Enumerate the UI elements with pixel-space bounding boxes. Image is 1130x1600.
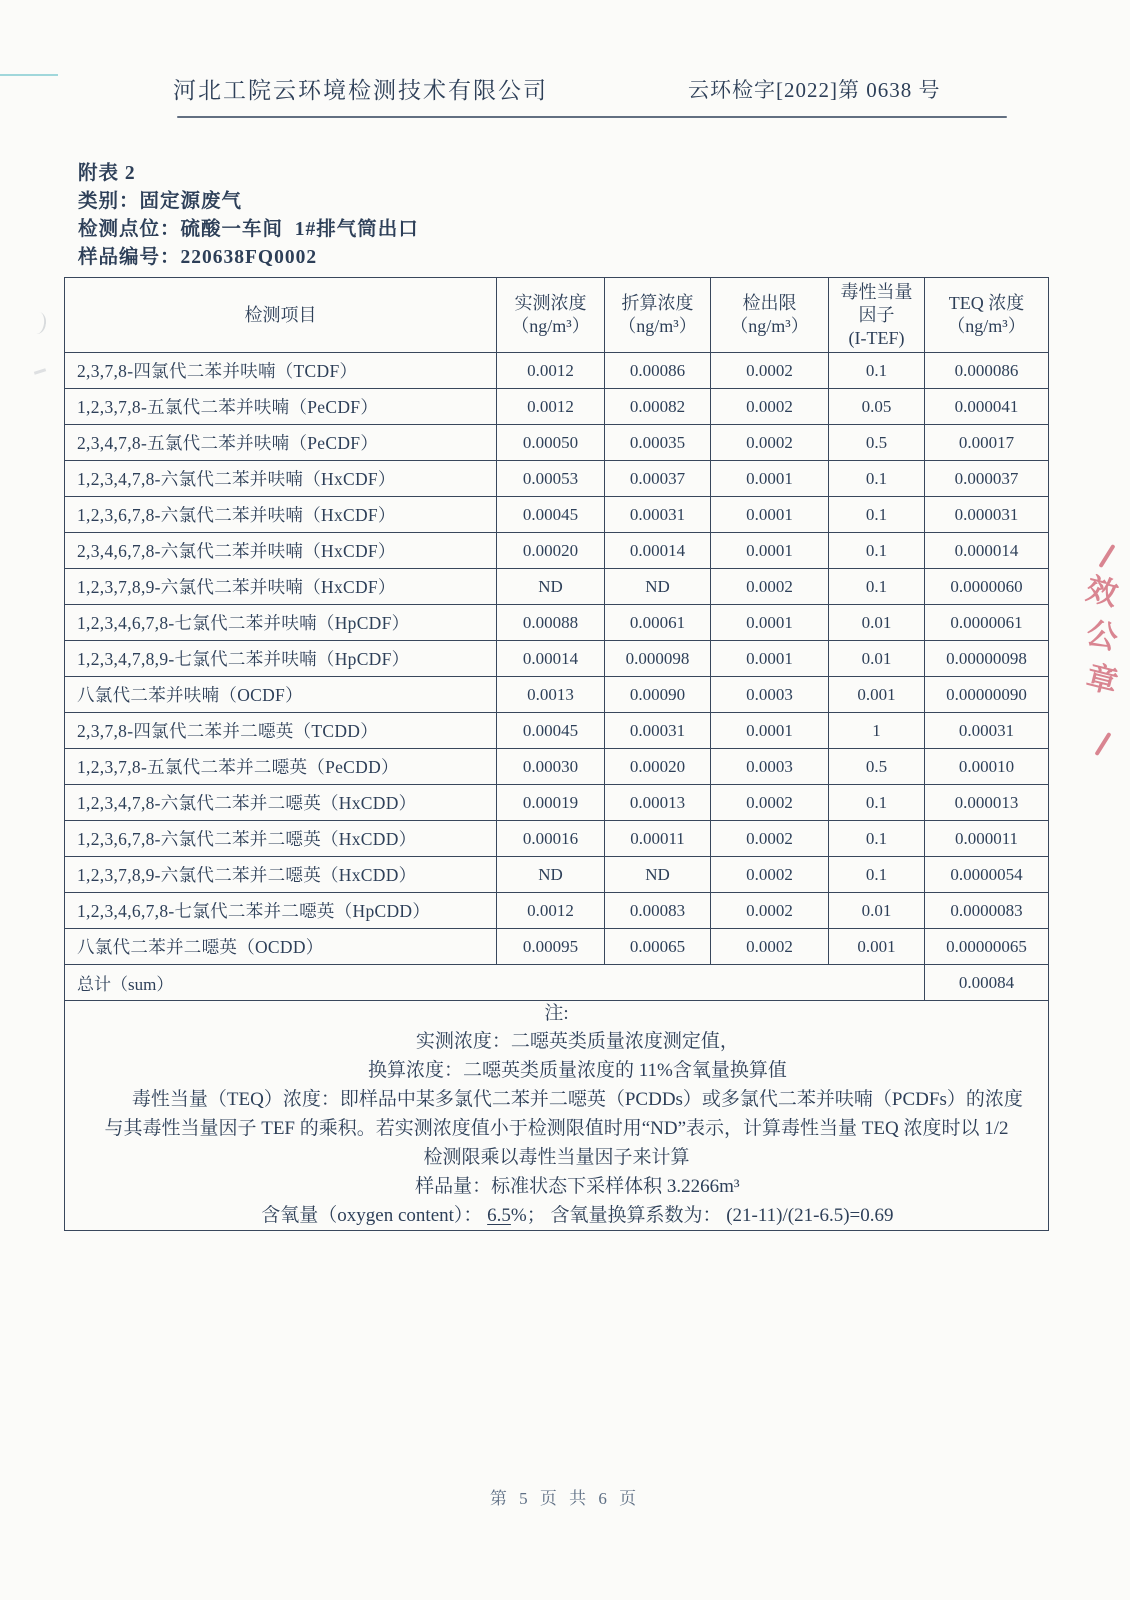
table-row (65, 533, 1049, 569)
col-header-itef: 毒性当量 因子 (I-TEF) (829, 278, 925, 353)
red-paging-stamp (1072, 548, 1130, 748)
col-header-detection-limit: 检出限 （ng/m³） (711, 278, 829, 353)
item-name-cell: 八氯代二苯并二噁英（OCDD） (65, 929, 497, 965)
col-header-teq: TEQ 浓度 （ng/m³） (925, 278, 1049, 353)
value-cell: ND (605, 857, 711, 893)
value-cell: 0.001 (829, 677, 925, 713)
value-cell: 0.0002 (711, 929, 829, 965)
stamp-char: 公 (1082, 614, 1122, 657)
header-divider (177, 116, 1007, 118)
value-cell: 0.00014 (605, 533, 711, 569)
value-cell: 0.1 (829, 353, 925, 389)
value-cell: 0.0001 (711, 461, 829, 497)
value-cell: 0.0003 (711, 677, 829, 713)
value-cell: 0.00020 (497, 533, 605, 569)
value-cell: 0.0012 (497, 353, 605, 389)
value-cell: 0.0000054 (925, 857, 1049, 893)
value-cell: 0.00000065 (925, 929, 1049, 965)
col-header-item: 检测项目 (65, 278, 497, 353)
value-cell: 0.00014 (497, 641, 605, 677)
item-name-cell: 1,2,3,4,7,8-六氯代二苯并二噁英（HxCDD） (65, 785, 497, 821)
value-cell: 0.01 (829, 893, 925, 929)
page-number: 第 5 页 共 6 页 (489, 1489, 641, 1508)
stamp-characters (1080, 570, 1124, 702)
value-cell: 0.00082 (605, 389, 711, 425)
appendix-title: 附表 2 (78, 163, 136, 184)
oxygen-content-line (69, 1201, 1044, 1230)
value-cell: 0.0002 (711, 893, 829, 929)
scan-artifact (34, 368, 46, 375)
value-cell: 0.000013 (925, 785, 1049, 821)
item-name-cell: 八氯代二苯并呋喃（OCDF） (65, 677, 497, 713)
item-name-cell: 1,2,3,7,8,9-六氯代二苯并呋喃（HxCDF） (65, 569, 497, 605)
category-line: 类别：固定源废气 (78, 191, 243, 212)
value-cell: 0.1 (829, 857, 925, 893)
item-name-cell: 1,2,3,7,8-五氯代二苯并呋喃（PeCDF） (65, 389, 497, 425)
page-header (0, 72, 1130, 106)
value-cell: 0.0001 (711, 713, 829, 749)
sample-id-line: 样品编号：220638FQ0002 (78, 247, 318, 268)
item-name-cell: 2,3,7,8-四氯代二苯并二噁英（TCDD） (65, 713, 497, 749)
value-cell: 0.00031 (605, 713, 711, 749)
value-cell: 0.00031 (925, 713, 1049, 749)
col-header-converted: 折算浓度 （ng/m³） (605, 278, 711, 353)
document-number: 云环检字[2022]第 0638 号 (688, 78, 941, 102)
table-row (65, 749, 1049, 785)
oxygen-value: 6.5 (487, 1205, 511, 1226)
value-cell: 0.00050 (497, 425, 605, 461)
value-cell: 0.000031 (925, 497, 1049, 533)
note-line: 样品量：标准状态下采样体积 3.2266m³ (415, 1176, 740, 1197)
value-cell: 0.00010 (925, 749, 1049, 785)
value-cell: 0.1 (829, 785, 925, 821)
value-cell: 0.00065 (605, 929, 711, 965)
value-cell: 0.00017 (925, 425, 1049, 461)
value-cell: 0.01 (829, 605, 925, 641)
note-line: 毒性当量（TEQ）浓度：即样品中某多氯代二苯并二噁英（PCDDs）或多氯代二苯并呋喃（PCDFs）的浓度 (131, 1089, 1023, 1110)
oxygen-prefix: 含氧量（oxygen content）： (261, 1205, 488, 1226)
table-row (65, 893, 1049, 929)
value-cell: 0.1 (829, 461, 925, 497)
value-cell: 0.1 (829, 569, 925, 605)
scan-artifact (29, 311, 48, 335)
value-cell: 0.00090 (605, 677, 711, 713)
value-cell: 0.0002 (711, 857, 829, 893)
table-row (65, 857, 1049, 893)
table-row (65, 389, 1049, 425)
notes-row (65, 1001, 1049, 1231)
value-cell: 0.0002 (711, 425, 829, 461)
table-row (65, 461, 1049, 497)
value-cell: 0.00030 (497, 749, 605, 785)
stamp-stroke-icon (1094, 732, 1111, 756)
value-cell: 0.05 (829, 389, 925, 425)
table-row (65, 929, 1049, 965)
value-cell: 0.00035 (605, 425, 711, 461)
value-cell: 0.00037 (605, 461, 711, 497)
note-line: 与其毒性当量因子 TEF 的乘积。若实测浓度值小于检测限值时用“ND”表示，计算毒性当量 TEQ 浓度时以 1/2 (104, 1118, 1009, 1139)
value-cell: 0.0002 (711, 353, 829, 389)
stamp-char: 效 (1082, 570, 1122, 613)
value-cell: ND (497, 857, 605, 893)
value-cell: 0.000041 (925, 389, 1049, 425)
value-cell: 0.0003 (711, 749, 829, 785)
value-cell: 0.00086 (605, 353, 711, 389)
value-cell: 0.000086 (925, 353, 1049, 389)
value-cell: 0.00053 (497, 461, 605, 497)
location-line: 检测点位：硫酸一车间 1#排气筒出口 (78, 219, 419, 240)
table-header (65, 278, 1049, 353)
value-cell: 0.00083 (605, 893, 711, 929)
value-cell: 0.00045 (497, 713, 605, 749)
table-footer (65, 965, 1049, 1231)
value-cell: 0.0001 (711, 641, 829, 677)
value-cell: 0.00095 (497, 929, 605, 965)
item-name-cell: 1,2,3,4,7,8,9-七氯代二苯并呋喃（HpCDF） (65, 641, 497, 677)
value-cell: 0.000037 (925, 461, 1049, 497)
value-cell: 0.0012 (497, 893, 605, 929)
results-table (64, 277, 1049, 1231)
sum-label: 总计（sum） (65, 965, 925, 1001)
item-name-cell: 1,2,3,4,7,8-六氯代二苯并呋喃（HxCDF） (65, 461, 497, 497)
item-name-cell: 1,2,3,7,8,9-六氯代二苯并二噁英（HxCDD） (65, 857, 497, 893)
value-cell: 0.0000060 (925, 569, 1049, 605)
value-cell: ND (605, 569, 711, 605)
value-cell: 0.0002 (711, 569, 829, 605)
value-cell: 0.00013 (605, 785, 711, 821)
value-cell: 0.01 (829, 641, 925, 677)
note-line: 实测浓度：二噁英类质量浓度测定值， (415, 1031, 739, 1052)
value-cell: 0.1 (829, 497, 925, 533)
item-name-cell: 2,3,4,7,8-五氯代二苯并呋喃（PeCDF） (65, 425, 497, 461)
value-cell: 0.000098 (605, 641, 711, 677)
value-cell: 0.00000090 (925, 677, 1049, 713)
value-cell: 0.5 (829, 425, 925, 461)
sample-meta (78, 160, 419, 272)
item-name-cell: 1,2,3,6,7,8-六氯代二苯并呋喃（HxCDF） (65, 497, 497, 533)
value-cell: 0.001 (829, 929, 925, 965)
item-name-cell: 2,3,4,6,7,8-六氯代二苯并呋喃（HxCDF） (65, 533, 497, 569)
value-cell: 0.0002 (711, 821, 829, 857)
table-row (65, 425, 1049, 461)
table-row (65, 497, 1049, 533)
value-cell: 0.00088 (497, 605, 605, 641)
value-cell: 0.000014 (925, 533, 1049, 569)
item-name-cell: 1,2,3,4,6,7,8-七氯代二苯并二噁英（HpCDD） (65, 893, 497, 929)
value-cell: 0.00016 (497, 821, 605, 857)
value-cell: 0.00031 (605, 497, 711, 533)
table-row (65, 353, 1049, 389)
value-cell: 0.0001 (711, 497, 829, 533)
table-row (65, 569, 1049, 605)
header-row (65, 278, 1049, 353)
table-body (65, 353, 1049, 965)
table-row (65, 641, 1049, 677)
notes-title: 注: (544, 1003, 569, 1024)
value-cell: 0.1 (829, 821, 925, 857)
sum-value: 0.00084 (925, 965, 1049, 1001)
table-row (65, 713, 1049, 749)
value-cell: 0.0000061 (925, 605, 1049, 641)
value-cell: 0.0001 (711, 533, 829, 569)
value-cell: 0.0001 (711, 605, 829, 641)
oxygen-suffix: %； 含氧量换算系数为： (21-11)/(21-6.5)=0.69 (510, 1205, 894, 1226)
value-cell: 0.00011 (605, 821, 711, 857)
sum-row (65, 965, 1049, 1001)
item-name-cell: 1,2,3,6,7,8-六氯代二苯并二噁英（HxCDD） (65, 821, 497, 857)
item-name-cell: 1,2,3,4,6,7,8-七氯代二苯并呋喃（HpCDF） (65, 605, 497, 641)
value-cell: 1 (829, 713, 925, 749)
table-row (65, 821, 1049, 857)
value-cell: 0.00061 (605, 605, 711, 641)
item-name-cell: 1,2,3,7,8-五氯代二苯并二噁英（PeCDD） (65, 749, 497, 785)
value-cell: 0.0012 (497, 389, 605, 425)
note-line: 换算浓度：二噁英类质量浓度的 11%含氧量换算值 (367, 1060, 787, 1081)
value-cell: 0.00045 (497, 497, 605, 533)
col-header-measured: 实测浓度 （ng/m³） (497, 278, 605, 353)
note-line: 检测限乘以毒性当量因子来计算 (423, 1147, 690, 1168)
notes-section (65, 1001, 1049, 1231)
stamp-char: 章 (1082, 658, 1122, 701)
value-cell: 0.0002 (711, 785, 829, 821)
value-cell: 0.0002 (711, 389, 829, 425)
value-cell: 0.1 (829, 533, 925, 569)
value-cell: 0.00000098 (925, 641, 1049, 677)
value-cell: 0.00020 (605, 749, 711, 785)
value-cell: 0.0000083 (925, 893, 1049, 929)
table-row (65, 677, 1049, 713)
value-cell: 0.5 (829, 749, 925, 785)
item-name-cell: 2,3,7,8-四氯代二苯并呋喃（TCDF） (65, 353, 497, 389)
stamp-stroke-icon (1098, 544, 1115, 568)
value-cell: 0.00019 (497, 785, 605, 821)
table-row (65, 785, 1049, 821)
value-cell: 0.0013 (497, 677, 605, 713)
company-name: 河北工院云环境检测技术有限公司 (173, 78, 548, 103)
value-cell: ND (497, 569, 605, 605)
table-row (65, 605, 1049, 641)
value-cell: 0.000011 (925, 821, 1049, 857)
